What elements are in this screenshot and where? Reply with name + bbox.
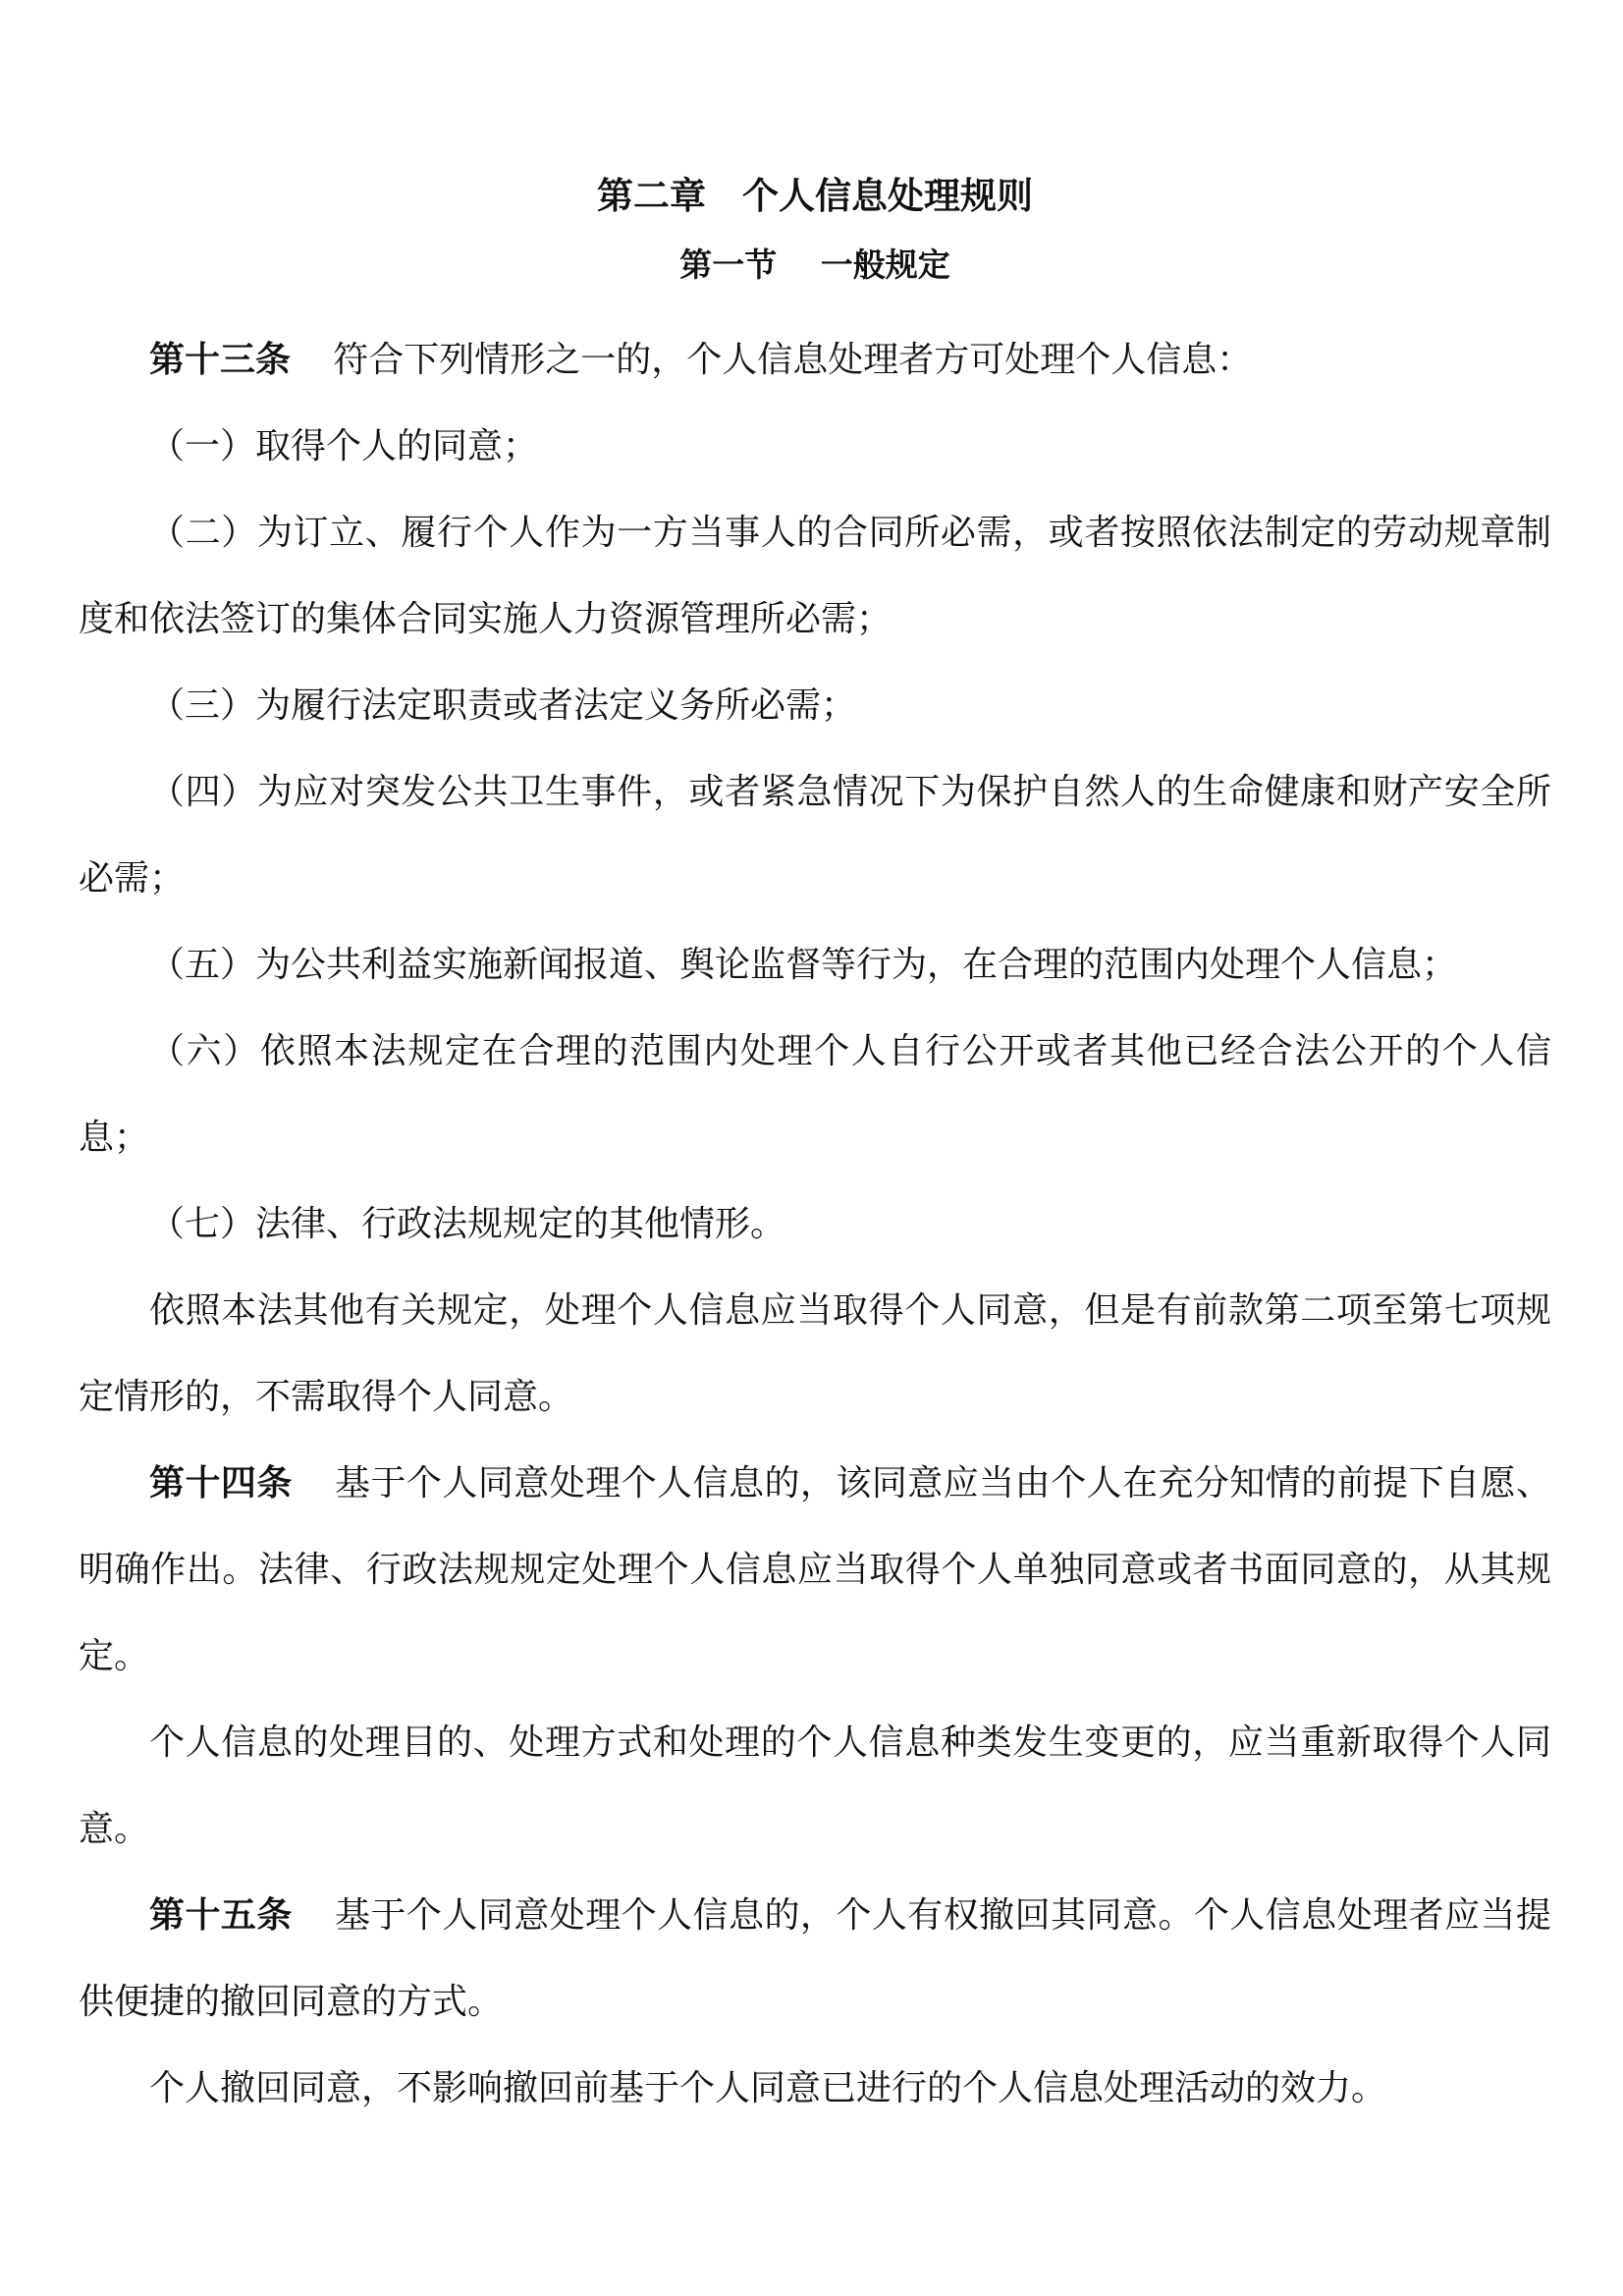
paragraph-text: （三）为履行法定职责或者法定义务所必需； [149,685,857,726]
paragraph-text: 依照本法其他有关规定，处理个人信息应当取得个人同意，但是有前款第二项至第七项规定情形的，不需取得个人同意。 [79,1290,1551,1417]
article-13-item-1 [79,404,1551,490]
article-13-para-2 [79,1268,1551,1441]
paragraph-text: （四）为应对突发公共卫生事件，或者紧急情况下为保护自然人的生命健康和财产安全所必需； [79,772,1551,899]
article-label: 第十三条 [149,340,292,380]
paragraph-text: 个人撤回同意，不影响撤回前基于个人同意已进行的个人信息处理活动的效力。 [149,2068,1387,2108]
article-15-para-1 [79,1873,1551,2046]
article-13-item-5 [79,922,1551,1009]
article-label: 第十五条 [149,1895,293,1936]
section-title: 第一节 一般规定 [679,246,950,284]
paragraph-text: 基于个人同意处理个人信息的，该同意应当由个人在充分知情的前提下自愿、明确作出。法律、行政法规规定处理个人信息应当取得个人单独同意或者书面同意的，从其规定。 [79,1463,1551,1676]
article-14-para-1 [79,1441,1551,1700]
paragraph-text: （一）取得个人的同意； [149,426,539,466]
article-13-item-7 [79,1181,1551,1268]
article-15-para-2 [79,2046,1551,2132]
paragraph-text: （二）为订立、履行个人作为一方当事人的合同所必需，或者按照依法制定的劳动规章制度和依法签订的集体合同实施人力资源管理所必需； [79,513,1551,639]
article-13-intro [79,317,1551,404]
chapter-title: 第二章 个人信息处理规则 [597,175,1033,217]
paragraph-text: （六）依照本法规定在合理的范围内处理个人自行公开或者其他已经合法公开的个人信息； [79,1031,1551,1158]
article-13-item-4 [79,749,1551,922]
document-page [79,172,1551,2132]
article-14-para-2 [79,1700,1551,1873]
article-label: 第十四条 [149,1463,293,1503]
article-13-item-2 [79,490,1551,663]
paragraph-text: （七）法律、行政法规规定的其他情形。 [149,1204,786,1244]
paragraph-text: 基于个人同意处理个人信息的，个人有权撤回其同意。个人信息处理者应当提供便捷的撤回同意的方式。 [79,1895,1551,2022]
article-13-item-3 [79,663,1551,749]
article-13-item-6 [79,1009,1551,1181]
paragraph-text: （五）为公共利益实施新闻报道、舆论监督等行为，在合理的范围内处理个人信息； [149,945,1458,985]
paragraph-text: 个人信息的处理目的、处理方式和处理的个人信息种类发生变更的，应当重新取得个人同意。 [79,1722,1551,1849]
paragraph-text: 符合下列情形之一的，个人信息处理者方可处理个人信息： [333,340,1253,380]
